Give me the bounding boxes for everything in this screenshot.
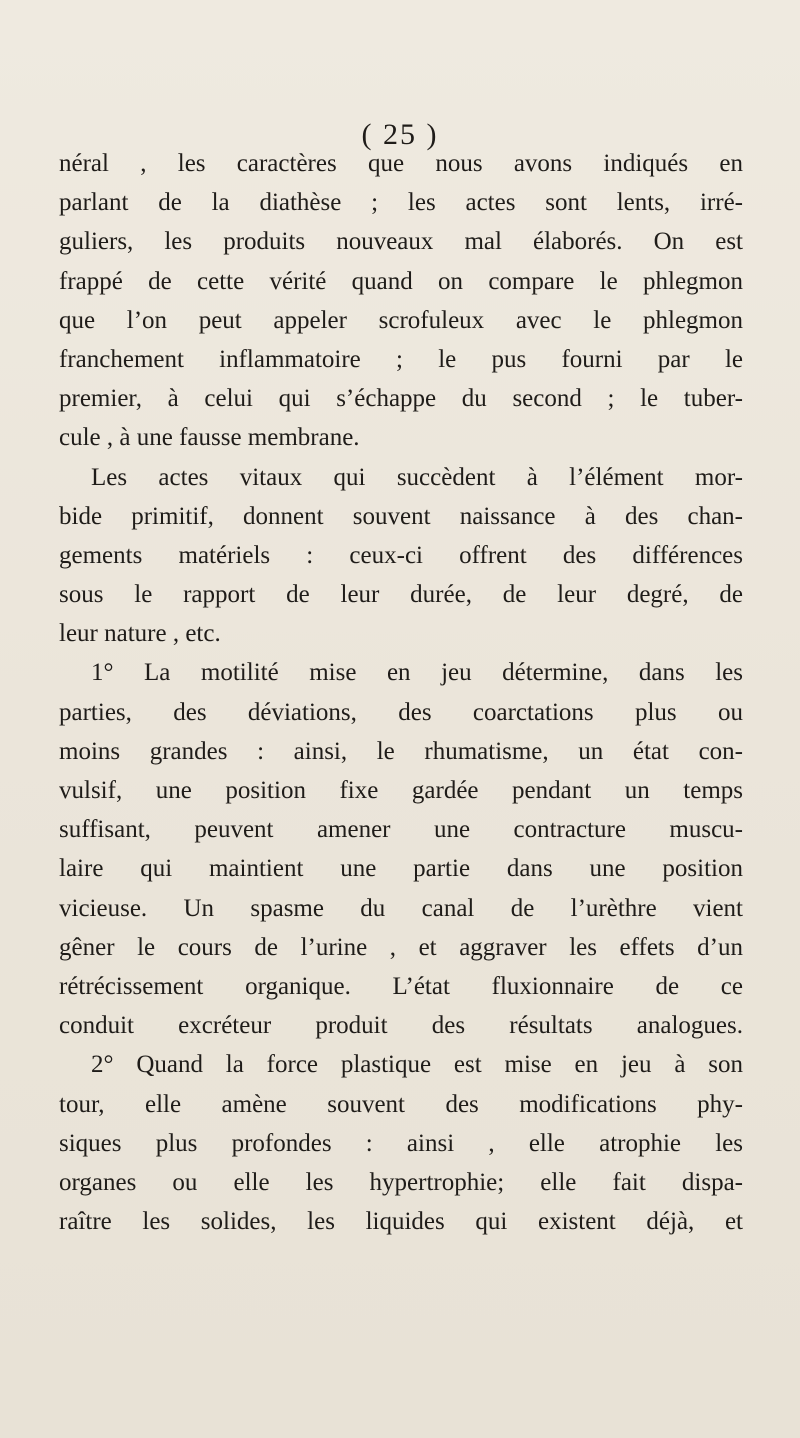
text-line: siques plus profondes : ainsi , elle atrophie les — [59, 1129, 743, 1157]
text-line: guliers, les produits nouveaux mal élaborés. On est — [59, 228, 743, 256]
text-line: sous le rapport de leur durée, de leur degré, de — [59, 581, 743, 609]
text-line: premier, à celui qui s’échappe du second ; le tuber- — [59, 385, 743, 413]
text-line: que l’on peut appeler scrofuleux avec le phlegmon — [59, 306, 743, 334]
text-line: 2° Quand la force plastique est mise en jeu à son — [91, 1051, 743, 1079]
page-number: ( 25 ) — [361, 118, 439, 151]
text-line: rétrécissement organique. L’état fluxionnaire de ce — [59, 972, 743, 1000]
text-line: vicieuse. Un spasme du canal de l’urèthre vient — [59, 894, 743, 922]
text-line: moins grandes : ainsi, le rhumatisme, un état con- — [59, 737, 743, 765]
text-line: laire qui maintient une partie dans une position — [59, 855, 743, 883]
text-line: frappé de cette vérité quand on compare le phlegmon — [59, 267, 743, 295]
text-line: suffisant, peuvent amener une contracture muscu- — [59, 816, 743, 844]
text-line: parlant de la diathèse ; les actes sont lents, irré- — [59, 189, 743, 217]
text-line: Les actes vitaux qui succèdent à l’élément mor- — [91, 463, 743, 491]
text-line: leur nature , etc. — [59, 620, 221, 648]
text-line: franchement inflammatoire ; le pus fourni par le — [59, 345, 743, 373]
body-text — [59, 144, 743, 1241]
text-line: raître les solides, les liquides qui existent déjà, et — [59, 1208, 743, 1236]
text-line: tour, elle amène souvent des modifications phy- — [59, 1090, 743, 1118]
text-line: 1° La motilité mise en jeu détermine, dans les — [91, 659, 743, 687]
text-line: conduit excréteur produit des résultats analogues. — [59, 1012, 743, 1040]
text-line: cule , à une fausse membrane. — [59, 424, 360, 452]
text-line: parties, des déviations, des coarctations plus ou — [59, 698, 743, 726]
text-line: gements matériels : ceux-ci offrent des différences — [59, 541, 743, 569]
text-line: gêner le cours de l’urine , et aggraver les effets d’un — [59, 933, 743, 961]
text-line: vulsif, une position fixe gardée pendant un temps — [59, 777, 743, 804]
text-line: bide primitif, donnent souvent naissance à des chan- — [59, 502, 743, 530]
text-line: néral , les caractères que nous avons indiqués en — [59, 150, 743, 177]
text-line: organes ou elle les hypertrophie; elle fait dispa- — [59, 1168, 743, 1196]
